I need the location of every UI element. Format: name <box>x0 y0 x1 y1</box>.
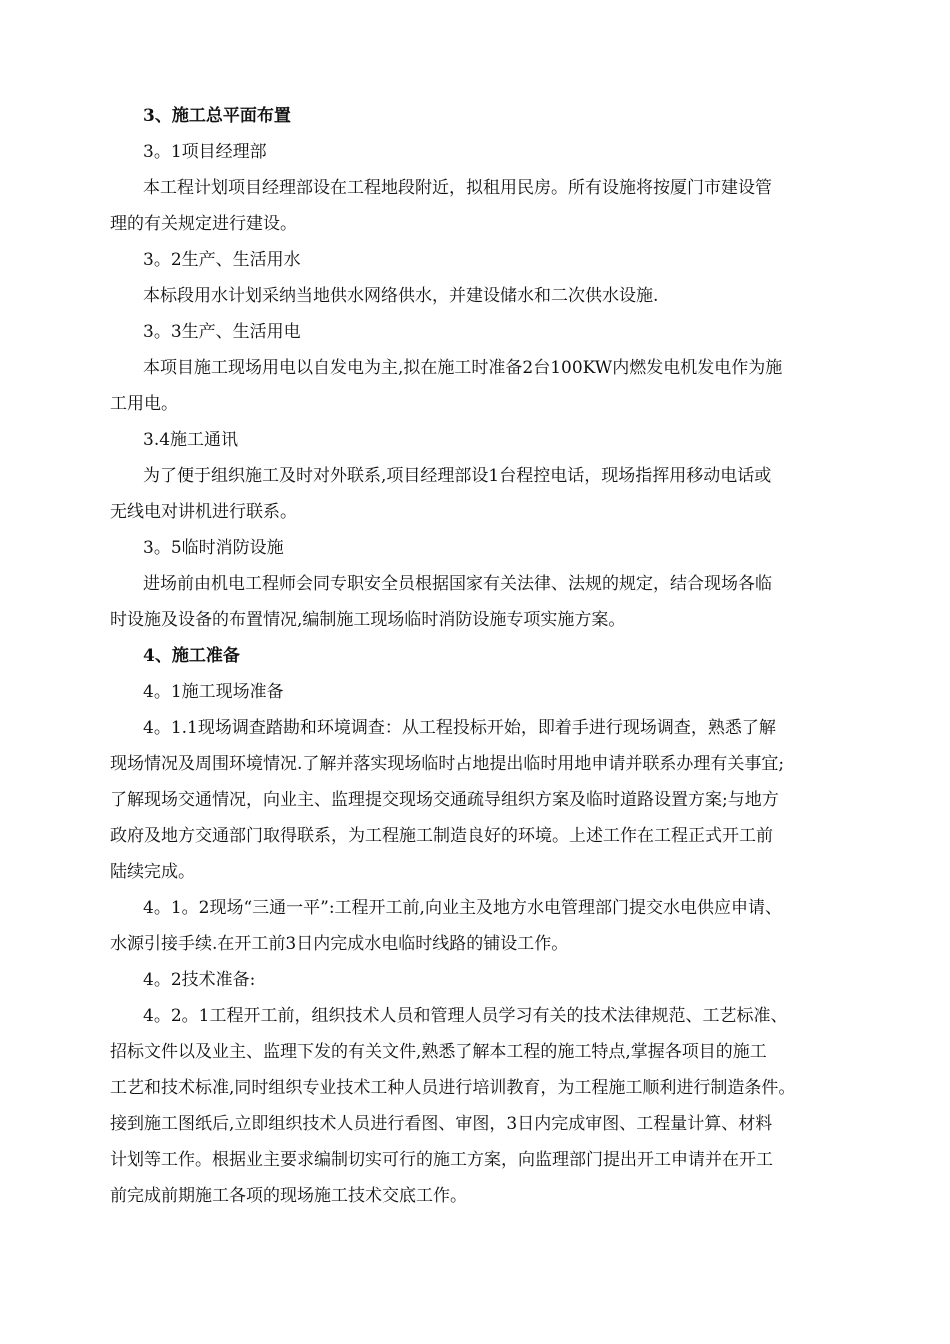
paragraph-line: 工用电。 <box>110 394 178 414</box>
paragraph-line: 理的有关规定进行建设。 <box>110 214 297 234</box>
subheading-3-1: 3。1项目经理部 <box>143 142 267 162</box>
paragraph-line: 本项目施工现场用电以自发电为主,拟在施工时准备2台100KW内燃发电机发电作为施 <box>143 358 783 378</box>
paragraph-line: 本工程计划项目经理部设在工程地段附近，拟租用民房。所有设施将按厦门市建设管 <box>143 178 772 198</box>
paragraph-line: 招标文件以及业主、监理下发的有关文件,熟悉了解本工程的施工特点,掌握各项目的施工 <box>110 1042 767 1062</box>
subheading-3-4: 3.4施工通讯 <box>143 430 239 450</box>
subheading-3-2: 3。2生产、生活用水 <box>143 250 301 270</box>
paragraph-line: 计划等工作。根据业主要求编制切实可行的施工方案，向监理部门提出开工申请并在开工 <box>110 1150 773 1170</box>
heading-4: 4、施工准备 <box>143 646 240 666</box>
paragraph-line: 陆续完成。 <box>110 862 195 882</box>
paragraph-line: 进场前由机电工程师会同专职安全员根据国家有关法律、法规的规定，结合现场各临 <box>143 574 772 594</box>
paragraph-line: 本标段用水计划采纳当地供水网络供水，并建设储水和二次供水设施. <box>143 286 659 306</box>
paragraph-line: 了解现场交通情况，向业主、监理提交现场交通疏导组织方案及临时道路设置方案;与地方 <box>110 790 779 810</box>
paragraph-line: 工艺和技术标准,同时组织专业技术工种人员进行培训教育，为工程施工顺利进行制造条件。 <box>110 1078 796 1098</box>
paragraph-line: 4。1。2现场“三通一平”:工程开工前,向业主及地方水电管理部门提交水电供应申请、 <box>143 898 782 918</box>
paragraph-line: 现场情况及周围环境情况.了解并落实现场临时占地提出临时用地申请并联系办理有关事宜; <box>110 754 785 774</box>
paragraph-line: 水源引接手续.在开工前3日内完成水电临时线路的铺设工作。 <box>110 934 569 954</box>
subheading-4-2: 4。2技术准备: <box>143 970 256 990</box>
paragraph-line: 无线电对讲机进行联系。 <box>110 502 297 522</box>
subheading-4-1: 4。1施工现场准备 <box>143 682 284 702</box>
paragraph-line: 前完成前期施工各项的现场施工技术交底工作。 <box>110 1186 467 1206</box>
paragraph-line: 接到施工图纸后,立即组织技术人员进行看图、审图，3日内完成审图、工程量计算、材料 <box>110 1114 773 1134</box>
paragraph-line: 4。1.1现场调查踏勘和环境调查：从工程投标开始，即着手进行现场调查，熟悉了解 <box>143 718 776 738</box>
paragraph-line: 4。2。1工程开工前，组织技术人员和管理人员学习有关的技术法律规范、工艺标准、 <box>143 1006 788 1026</box>
subheading-3-5: 3。5临时消防设施 <box>143 538 284 558</box>
paragraph-line: 为了便于组织施工及时对外联系,项目经理部设1台程控电话，现场指挥用移动电话或 <box>143 466 772 486</box>
paragraph-line: 政府及地方交通部门取得联系，为工程施工制造良好的环境。上述工作在工程正式开工前 <box>110 826 773 846</box>
paragraph-line: 时设施及设备的布置情况,编制施工现场临时消防设施专项实施方案。 <box>110 610 626 630</box>
subheading-3-3: 3。3生产、生活用电 <box>143 322 301 342</box>
heading-3: 3、施工总平面布置 <box>143 106 291 126</box>
